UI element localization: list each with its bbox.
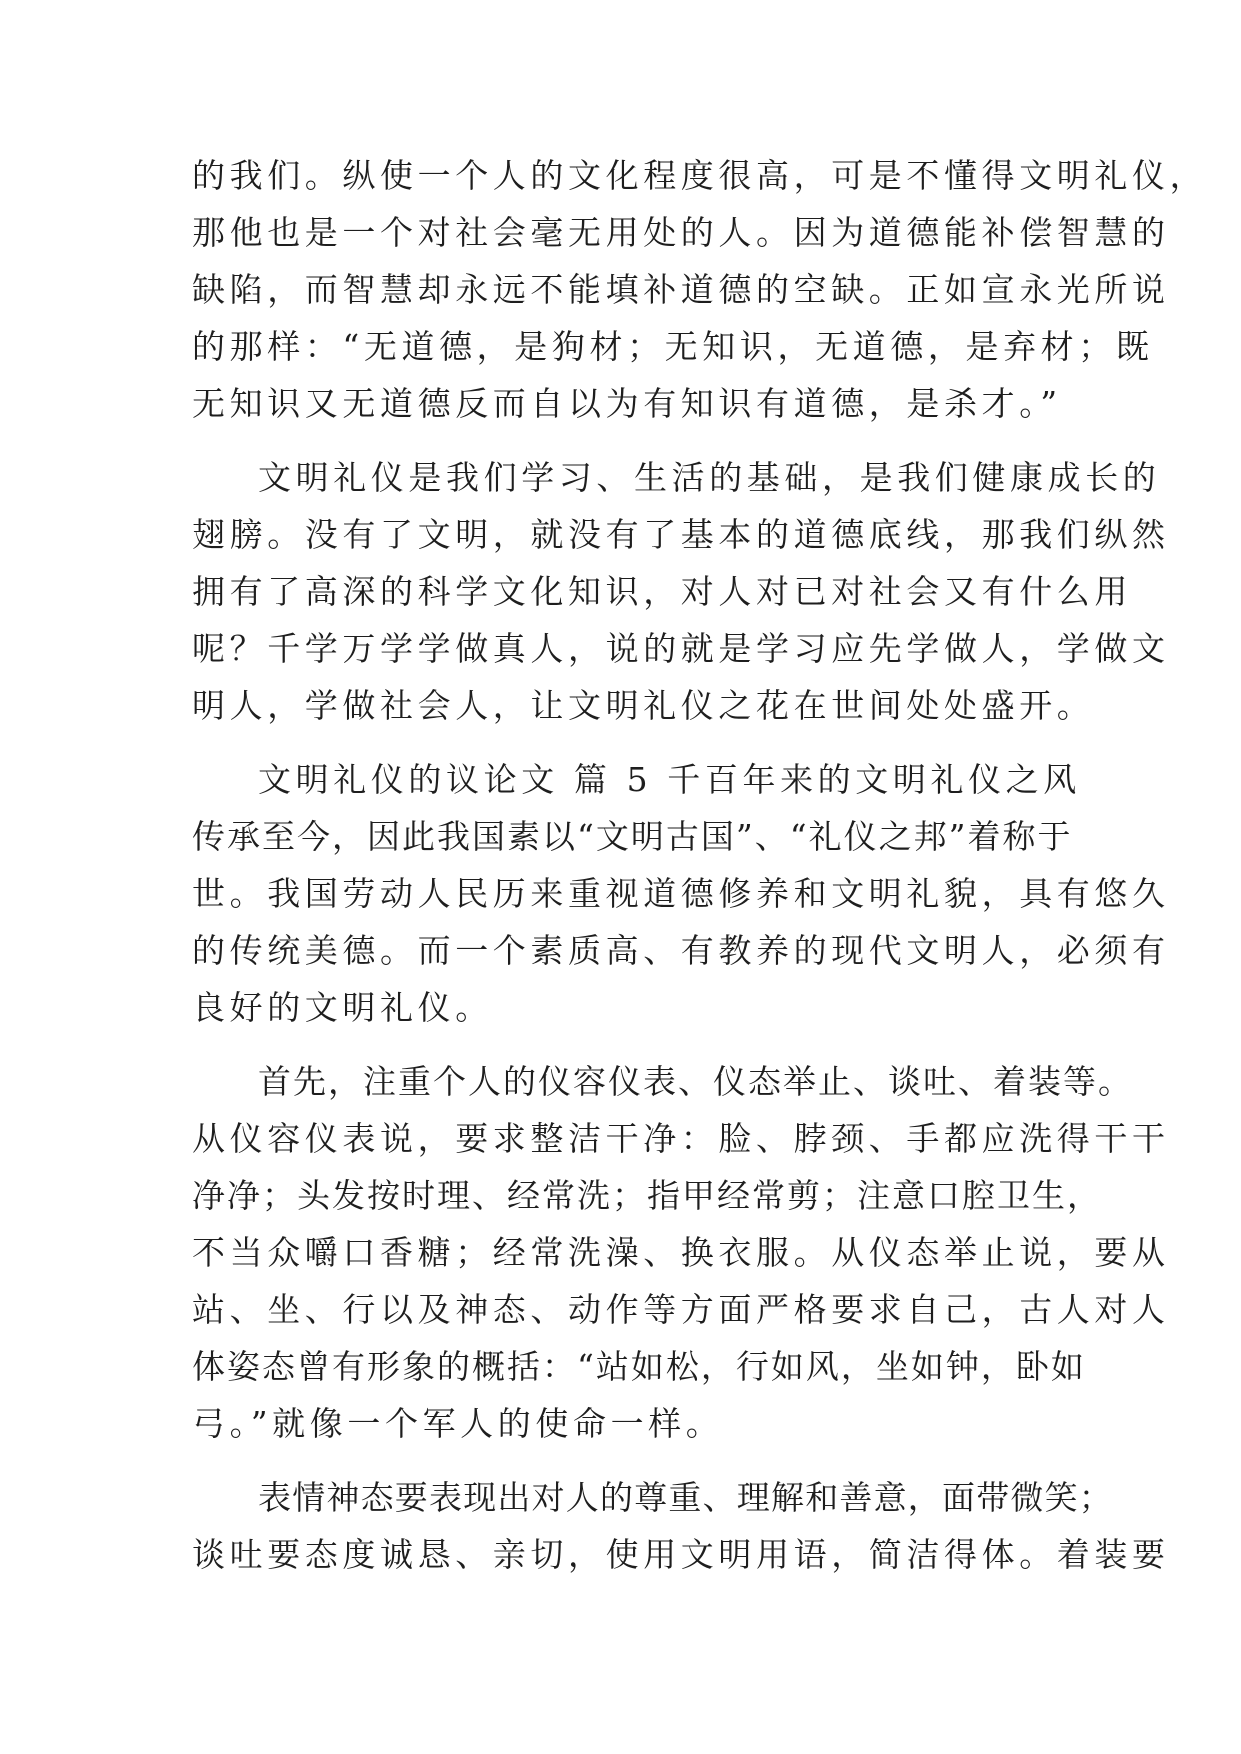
- text-line: 传承至今，因此我国素以“文明古国”、“礼仪之邦”着称于: [192, 817, 1073, 856]
- text-line: 文明礼仪是我们学习、生活的基础，是我们健康成长的: [258, 458, 1161, 497]
- text-line: 无知识又无道德反而自以为有知识有道德，是杀才。”: [192, 384, 1062, 423]
- text-line: 拥有了高深的科学文化知识，对人对已对社会又有什么用: [192, 572, 1132, 611]
- text-line: 净净；头发按时理、经常洗；指甲经常剪；注意口腔卫生，: [192, 1176, 1102, 1215]
- text-line: 首先，注重个人的仪容仪表、仪态举止、谈吐、着装等。: [258, 1062, 1133, 1101]
- text-line: 表情神态要表现出对人的尊重、理解和善意，面带微笑；: [258, 1478, 1113, 1517]
- text-line: 谈吐要态度诚恳、亲切，使用文明用语，简洁得体。着装要: [192, 1535, 1170, 1574]
- section-heading-line: 文明礼仪的议论文 篇 5 千百年来的文明礼仪之风: [258, 760, 1081, 799]
- text-line: 世。我国劳动人民历来重视道德修养和文明礼貌，具有悠久: [192, 874, 1170, 913]
- text-line: 的我们。纵使一个人的文化程度很高，可是不懂得文明礼仪，: [192, 156, 1208, 195]
- text-line: 弓。”就像一个军人的使命一样。: [192, 1404, 724, 1443]
- text-line: 良好的文明礼仪。: [192, 988, 493, 1027]
- text-line: 明人，学做社会人，让文明礼仪之花在世间处处盛开。: [192, 686, 1095, 725]
- text-line: 的那样：“无道德，是狗材；无知识，无道德，是弃材；既: [192, 327, 1154, 366]
- text-line: 站、坐、行以及神态、动作等方面严格要求自己，古人对人: [192, 1290, 1170, 1329]
- text-line: 那他也是一个对社会毫无用处的人。因为道德能补偿智慧的: [192, 213, 1170, 252]
- text-line: 从仪容仪表说，要求整洁干净：脸、脖颈、手都应洗得干干: [192, 1119, 1170, 1158]
- text-line: 翅膀。没有了文明，就没有了基本的道德底线，那我们纵然: [192, 515, 1170, 554]
- text-line: 体姿态曾有形象的概括：“站如松，行如风，坐如钟，卧如: [192, 1347, 1086, 1386]
- text-line: 的传统美德。而一个素质高、有教养的现代文明人，必须有: [192, 931, 1170, 970]
- text-line: 缺陷，而智慧却永远不能填补道德的空缺。正如宣永光所说: [192, 270, 1170, 309]
- text-line: 呢？千学万学学做真人，说的就是学习应先学做人，学做文: [192, 629, 1170, 668]
- text-line: 不当众嚼口香糖；经常洗澡、换衣服。从仪态举止说，要从: [192, 1233, 1170, 1272]
